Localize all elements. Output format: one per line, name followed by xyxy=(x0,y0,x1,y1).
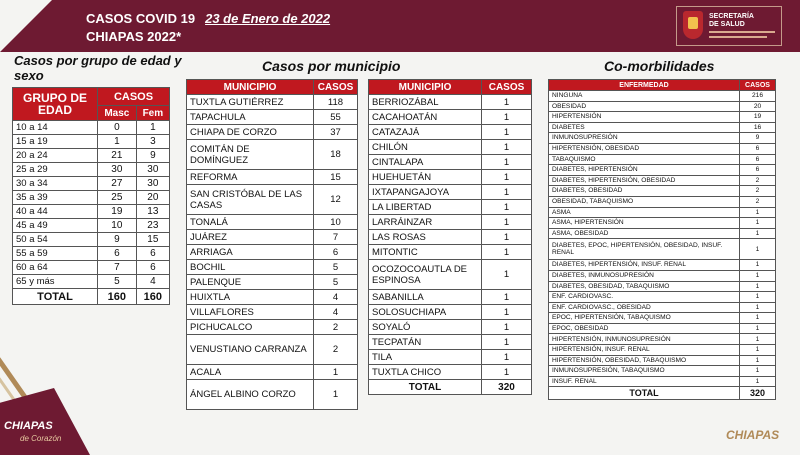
table-row xyxy=(369,170,532,185)
cases-cell: 1 xyxy=(740,376,776,387)
enfermedad-cell: NINGUNA xyxy=(549,91,740,102)
table-row xyxy=(549,292,776,303)
enfermedad-cell: INMUNOSUPRESIÓN, TABAQUISMO xyxy=(549,366,740,377)
table-row xyxy=(549,345,776,356)
total-label: TOTAL xyxy=(549,387,740,400)
table-row xyxy=(549,91,776,102)
cases-cell: 1 xyxy=(482,215,532,230)
cases-cell: 1 xyxy=(482,350,532,365)
cases-cell: 2 xyxy=(314,335,358,365)
enfermedad-cell: HIPERTENSIÓN xyxy=(549,112,740,123)
table-row xyxy=(549,218,776,229)
cases-cell: 18 xyxy=(314,140,358,170)
cases-cell: 1 xyxy=(740,218,776,229)
age-group-cell: 10 a 14 xyxy=(13,121,98,135)
table-row xyxy=(369,185,532,200)
table-row xyxy=(549,323,776,334)
muni-section-title: Casos por municipio xyxy=(262,58,401,74)
table-row xyxy=(369,305,532,320)
table-row xyxy=(187,110,358,125)
municipio-cell: MITONTIC xyxy=(369,245,482,260)
table-row xyxy=(549,281,776,292)
logo-text: SECRETARÍA DE SALUD xyxy=(709,13,754,28)
enfermedad-cell: OBESIDAD xyxy=(549,101,740,112)
table-row xyxy=(549,239,776,260)
col-enfermedad: ENFERMEDAD xyxy=(549,80,740,91)
total-row xyxy=(549,387,776,400)
table-row xyxy=(187,365,358,380)
cases-cell: 1 xyxy=(482,260,532,290)
enfermedad-cell: HIPERTENSIÓN, INSUF. RENAL xyxy=(549,345,740,356)
enfermedad-cell: DIABETES, OBESIDAD, TABAQUISMO xyxy=(549,281,740,292)
municipio-cell: PALENQUE xyxy=(187,275,314,290)
municipio-cell: ACALA xyxy=(187,365,314,380)
table-row xyxy=(13,275,170,289)
table-row xyxy=(13,261,170,275)
table-row xyxy=(187,260,358,275)
col-casos: CASOS xyxy=(98,88,170,106)
masc-cell: 0 xyxy=(98,121,137,135)
total-label: TOTAL xyxy=(369,380,482,395)
cases-cell: 1 xyxy=(740,281,776,292)
municipio-cell: CHIAPA DE CORZO xyxy=(187,125,314,140)
enfermedad-cell: HIPERTENSIÓN, OBESIDAD xyxy=(549,143,740,154)
municipio-cell: CHILÓN xyxy=(369,140,482,155)
cases-cell: 1 xyxy=(740,355,776,366)
fem-cell: 20 xyxy=(136,191,169,205)
cases-cell: 1 xyxy=(740,313,776,324)
header-subtitle: CHIAPAS 2022* xyxy=(86,29,182,44)
fem-cell: 6 xyxy=(136,261,169,275)
table-row xyxy=(13,219,170,233)
enfermedad-cell: DIABETES, INMUNOSUPRESIÓN xyxy=(549,270,740,281)
total-value: 320 xyxy=(482,380,532,395)
masc-cell: 25 xyxy=(98,191,137,205)
municipio-cell: SOLOSUCHIAPA xyxy=(369,305,482,320)
fem-cell: 9 xyxy=(136,149,169,163)
fem-cell: 13 xyxy=(136,205,169,219)
enfermedad-cell: HIPERTENSIÓN, INMUNOSUPRESIÓN xyxy=(549,334,740,345)
table-row xyxy=(187,335,358,365)
municipio-cell: LARRÁINZAR xyxy=(369,215,482,230)
table-row xyxy=(369,155,532,170)
cases-cell: 118 xyxy=(314,95,358,110)
header-title xyxy=(86,11,330,26)
age-table xyxy=(12,87,170,305)
fem-cell: 30 xyxy=(136,163,169,177)
enfermedad-cell: EPOC, HIPERTENSIÓN, TABAQUISMO xyxy=(549,313,740,324)
masc-cell: 1 xyxy=(98,135,137,149)
table-row xyxy=(549,175,776,186)
table-row xyxy=(549,112,776,123)
col-municipio: MUNICIPIO xyxy=(187,80,314,95)
muni-table-right xyxy=(368,79,532,395)
age-group-cell: 50 a 54 xyxy=(13,233,98,247)
table-row xyxy=(369,350,532,365)
cases-cell: 20 xyxy=(740,101,776,112)
table-row xyxy=(13,205,170,219)
cases-cell: 37 xyxy=(314,125,358,140)
cases-cell: 4 xyxy=(314,305,358,320)
table-row xyxy=(549,165,776,176)
enfermedad-cell: ASMA, OBESIDAD xyxy=(549,228,740,239)
date-text: 23 de Enero de 2022 xyxy=(205,11,331,26)
cases-cell: 1 xyxy=(740,260,776,271)
cases-cell: 1 xyxy=(740,323,776,334)
total-fem: 160 xyxy=(136,289,169,305)
cases-cell: 2 xyxy=(740,196,776,207)
cases-cell: 6 xyxy=(740,154,776,165)
table-row xyxy=(549,122,776,133)
municipio-cell: PICHUCALCO xyxy=(187,320,314,335)
table-row xyxy=(187,305,358,320)
municipio-cell: TECPATÁN xyxy=(369,335,482,350)
table-row xyxy=(549,260,776,271)
title-text: CASOS COVID 19 xyxy=(86,11,196,26)
cases-cell: 1 xyxy=(740,207,776,218)
enfermedad-cell: ASMA, HIPERTENSIÓN xyxy=(549,218,740,229)
fem-cell: 1 xyxy=(136,121,169,135)
enfermedad-cell: DIABETES, HIPERTENSIÓN, INSUF. RENAL xyxy=(549,260,740,271)
table-row xyxy=(549,186,776,197)
table-row xyxy=(187,380,358,410)
col-casos: CASOS xyxy=(740,80,776,91)
masc-cell: 6 xyxy=(98,247,137,261)
municipio-cell: CACAHOATÁN xyxy=(369,110,482,125)
table-row xyxy=(187,245,358,260)
table-row xyxy=(549,334,776,345)
table-row xyxy=(549,270,776,281)
cases-cell: 5 xyxy=(314,260,358,275)
cases-cell: 2 xyxy=(740,175,776,186)
fem-cell: 30 xyxy=(136,177,169,191)
cases-cell: 2 xyxy=(740,186,776,197)
total-masc: 160 xyxy=(98,289,137,305)
col-municipio: MUNICIPIO xyxy=(369,80,482,95)
enfermedad-cell: DIABETES xyxy=(549,122,740,133)
table-row xyxy=(187,140,358,170)
fem-cell: 3 xyxy=(136,135,169,149)
enfermedad-cell: DIABETES, HIPERTENSIÓN, OBESIDAD xyxy=(549,175,740,186)
table-row xyxy=(549,154,776,165)
table-row xyxy=(13,163,170,177)
table-row xyxy=(369,290,532,305)
table-row xyxy=(187,290,358,305)
cases-cell: 1 xyxy=(482,125,532,140)
cases-cell: 1 xyxy=(482,365,532,380)
cases-cell: 1 xyxy=(482,155,532,170)
total-row xyxy=(369,380,532,395)
cases-cell: 1 xyxy=(740,345,776,356)
total-label: TOTAL xyxy=(13,289,98,305)
municipio-cell: CINTALAPA xyxy=(369,155,482,170)
col-casos: CASOS xyxy=(482,80,532,95)
table-row xyxy=(187,185,358,215)
table-row xyxy=(549,133,776,144)
enfermedad-cell: ENF. CARDIOVASC. xyxy=(549,292,740,303)
municipio-cell: SAN CRISTÓBAL DE LAS CASAS xyxy=(187,185,314,215)
fem-cell: 23 xyxy=(136,219,169,233)
municipio-cell: BERRIOZÁBAL xyxy=(369,95,482,110)
table-row xyxy=(187,95,358,110)
enfermedad-cell: TABAQUISMO xyxy=(549,154,740,165)
table-row xyxy=(549,313,776,324)
cases-cell: 1 xyxy=(482,230,532,245)
masc-cell: 9 xyxy=(98,233,137,247)
table-row xyxy=(369,260,532,290)
municipio-cell: VENUSTIANO CARRANZA xyxy=(187,335,314,365)
enfermedad-cell: ENF. CARDIOVASC., OBESIDAD xyxy=(549,302,740,313)
fem-cell: 6 xyxy=(136,247,169,261)
table-row xyxy=(369,200,532,215)
table-row xyxy=(13,121,170,135)
col-grupo-edad: GRUPO DE EDAD xyxy=(13,88,98,121)
table-row xyxy=(369,215,532,230)
table-row xyxy=(187,125,358,140)
cases-cell: 1 xyxy=(740,334,776,345)
col-casos: CASOS xyxy=(314,80,358,95)
secretaria-logo xyxy=(676,6,782,46)
municipio-cell: VILLAFLORES xyxy=(187,305,314,320)
total-value: 320 xyxy=(740,387,776,400)
cases-cell: 55 xyxy=(314,110,358,125)
table-row xyxy=(187,215,358,230)
age-group-cell: 40 a 44 xyxy=(13,205,98,219)
table-row xyxy=(549,228,776,239)
municipio-cell: TAPACHULA xyxy=(187,110,314,125)
municipio-cell: SABANILLA xyxy=(369,290,482,305)
municipio-cell: TONALÁ xyxy=(187,215,314,230)
enfermedad-cell: INSUF. RENAL xyxy=(549,376,740,387)
header-diagonal xyxy=(0,0,52,52)
cases-cell: 1 xyxy=(482,305,532,320)
table-row xyxy=(549,366,776,377)
cases-cell: 1 xyxy=(482,200,532,215)
table-row xyxy=(369,365,532,380)
shield-icon xyxy=(683,11,703,39)
cases-cell: 6 xyxy=(740,165,776,176)
cases-cell: 6 xyxy=(740,143,776,154)
table-row xyxy=(549,143,776,154)
municipio-cell: ÁNGEL ALBINO CORZO xyxy=(187,380,314,410)
table-row xyxy=(369,245,532,260)
cases-cell: 1 xyxy=(740,366,776,377)
age-group-cell: 65 y más xyxy=(13,275,98,289)
cases-cell: 1 xyxy=(482,335,532,350)
cases-cell: 1 xyxy=(482,110,532,125)
cases-cell: 1 xyxy=(482,320,532,335)
municipio-cell: TUXTLA GUTIÉRREZ xyxy=(187,95,314,110)
fem-cell: 4 xyxy=(136,275,169,289)
age-group-cell: 35 a 39 xyxy=(13,191,98,205)
enfermedad-cell: OBESIDAD, TABAQUISMO xyxy=(549,196,740,207)
age-group-cell: 55 a 59 xyxy=(13,247,98,261)
enfermedad-cell: ASMA xyxy=(549,207,740,218)
municipio-cell: CATAZAJÁ xyxy=(369,125,482,140)
table-row xyxy=(13,191,170,205)
municipio-cell: LA LIBERTAD xyxy=(369,200,482,215)
masc-cell: 30 xyxy=(98,163,137,177)
age-group-cell: 25 a 29 xyxy=(13,163,98,177)
comorb-section-title: Co-morbilidades xyxy=(604,58,715,74)
municipio-cell: ARRIAGA xyxy=(187,245,314,260)
enfermedad-cell: HIPERTENSIÓN, OBESIDAD, TABAQUISMO xyxy=(549,355,740,366)
municipio-cell: JUÁREZ xyxy=(187,230,314,245)
cases-cell: 1 xyxy=(482,185,532,200)
cases-cell: 1 xyxy=(482,245,532,260)
table-row xyxy=(369,110,532,125)
table-row xyxy=(549,207,776,218)
enfermedad-cell: DIABETES, EPOC, HIPERTENSIÓN, OBESIDAD, INSUF. RENAL xyxy=(549,239,740,260)
table-row xyxy=(187,170,358,185)
cases-cell: 1 xyxy=(314,365,358,380)
muni-table-left xyxy=(186,79,358,410)
table-row xyxy=(13,247,170,261)
age-group-cell: 45 a 49 xyxy=(13,219,98,233)
cases-cell: 9 xyxy=(740,133,776,144)
age-group-cell: 20 a 24 xyxy=(13,149,98,163)
cases-cell: 1 xyxy=(482,140,532,155)
cases-cell: 5 xyxy=(314,275,358,290)
table-row xyxy=(13,233,170,247)
masc-cell: 7 xyxy=(98,261,137,275)
col-fem: Fem xyxy=(136,106,169,121)
logo-underline-2 xyxy=(709,36,767,38)
table-row xyxy=(549,355,776,366)
cases-cell: 216 xyxy=(740,91,776,102)
table-row xyxy=(369,320,532,335)
table-row xyxy=(13,177,170,191)
age-group-cell: 30 a 34 xyxy=(13,177,98,191)
table-row xyxy=(549,302,776,313)
table-row xyxy=(549,376,776,387)
cases-cell: 1 xyxy=(482,290,532,305)
cases-cell: 12 xyxy=(314,185,358,215)
chiapas-brand: CHIAPAS xyxy=(4,420,53,432)
cases-cell: 1 xyxy=(740,270,776,281)
enfermedad-cell: INMUNOSUPRESIÓN xyxy=(549,133,740,144)
cases-cell: 1 xyxy=(740,292,776,303)
table-row xyxy=(187,230,358,245)
cases-cell: 1 xyxy=(740,239,776,260)
table-row xyxy=(187,275,358,290)
cases-cell: 4 xyxy=(314,290,358,305)
municipio-cell: OCOZOCOAUTLA DE ESPINOSA xyxy=(369,260,482,290)
table-row xyxy=(549,101,776,112)
masc-cell: 5 xyxy=(98,275,137,289)
masc-cell: 21 xyxy=(98,149,137,163)
age-group-cell: 15 a 19 xyxy=(13,135,98,149)
table-row xyxy=(369,125,532,140)
logo-underline xyxy=(709,31,775,33)
masc-cell: 19 xyxy=(98,205,137,219)
enfermedad-cell: DIABETES, OBESIDAD xyxy=(549,186,740,197)
cases-cell: 15 xyxy=(314,170,358,185)
table-row xyxy=(369,230,532,245)
chiapas-tag: CHIAPAS xyxy=(726,428,780,442)
municipio-cell: SOYALÓ xyxy=(369,320,482,335)
col-masc: Masc xyxy=(98,106,137,121)
table-row xyxy=(13,149,170,163)
enfermedad-cell: DIABETES, HIPERTENSIÓN xyxy=(549,165,740,176)
cases-cell: 1 xyxy=(482,170,532,185)
cases-cell: 2 xyxy=(314,320,358,335)
age-section-title: Casos por grupo de edad y sexo xyxy=(14,53,182,83)
municipio-cell: IXTAPANGAJOYA xyxy=(369,185,482,200)
age-group-cell: 60 a 64 xyxy=(13,261,98,275)
municipio-cell: LAS ROSAS xyxy=(369,230,482,245)
fem-cell: 15 xyxy=(136,233,169,247)
municipio-cell: COMITÁN DE DOMÍNGUEZ xyxy=(187,140,314,170)
cases-cell: 6 xyxy=(314,245,358,260)
cases-cell: 1 xyxy=(482,95,532,110)
table-row xyxy=(13,135,170,149)
cases-cell: 16 xyxy=(740,122,776,133)
municipio-cell: REFORMA xyxy=(187,170,314,185)
table-row xyxy=(549,196,776,207)
cases-cell: 10 xyxy=(314,215,358,230)
municipio-cell: HUEHUETÁN xyxy=(369,170,482,185)
table-row xyxy=(187,320,358,335)
cases-cell: 1 xyxy=(314,380,358,410)
comorb-table xyxy=(548,79,776,400)
chiapas-brand-sub: de Corazón xyxy=(20,434,62,443)
cases-cell: 7 xyxy=(314,230,358,245)
cases-cell: 19 xyxy=(740,112,776,123)
masc-cell: 10 xyxy=(98,219,137,233)
municipio-cell: TILA xyxy=(369,350,482,365)
cases-cell: 1 xyxy=(740,228,776,239)
municipio-cell: HUIXTLA xyxy=(187,290,314,305)
municipio-cell: TUXTLA CHICO xyxy=(369,365,482,380)
table-row xyxy=(369,95,532,110)
municipio-cell: BOCHIL xyxy=(187,260,314,275)
masc-cell: 27 xyxy=(98,177,137,191)
cases-cell: 1 xyxy=(740,302,776,313)
total-row xyxy=(13,289,170,305)
enfermedad-cell: EPOC, OBESIDAD xyxy=(549,323,740,334)
table-row xyxy=(369,335,532,350)
table-row xyxy=(369,140,532,155)
